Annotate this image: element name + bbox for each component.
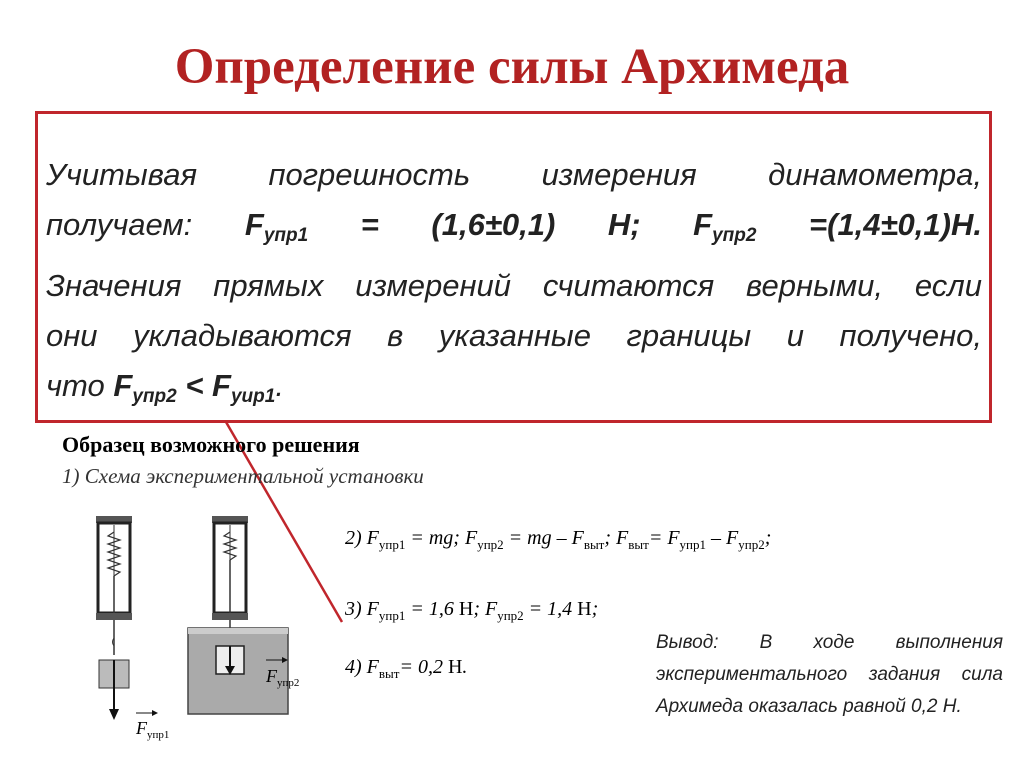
force-label-left: $F_{упр1}$ <box>136 718 170 741</box>
callout-text <box>46 150 982 422</box>
callout-line-5: что $F_{упр2} < F_{уир1}$. <box>46 368 284 407</box>
callout-line-1: Учитывая погрешность измерения динамометра, <box>46 157 982 192</box>
callout-line-4: они укладываются в указанные границы и получено, <box>46 318 982 353</box>
scheme-caption: 1) Схема экспериментальной установки <box>62 464 424 488</box>
force-label-right: $F_{упр2}$ <box>266 666 300 689</box>
equation-4: 4) $F_{выт}= 0,2$ Н. <box>345 656 468 681</box>
callout-line-2: получаем: $F_{упр1} = (1,6\pm 0,1)$ Н; $F_{упр2} =(1,4\pm 0,1)Н$. <box>46 207 982 246</box>
equation-2: 2) $F_{упр1}$ = mg; $F_{упр2}$ = mg – $F_{выт}$; $F_{выт}= F_{упр1} - F_{упр2}$; <box>345 527 772 552</box>
sample-heading: Образец возможного решения <box>62 432 360 457</box>
conclusion-text: Вывод: В ходе выполнения экспериментального задания сила Архимеда оказалась равной 0,2 Н. <box>656 632 1003 717</box>
slide-title: Определение силы Архимеда <box>174 39 850 95</box>
dynamometer-right <box>212 516 248 643</box>
callout-line-3: Значения прямых измерений считаются верными, если <box>46 268 982 303</box>
equation-3: 3) $F_{упр1} = 1,6$ Н; $F_{упр2} = 1,4$ Н; <box>345 598 599 623</box>
dynamometer-left <box>96 516 132 720</box>
experiment-diagram <box>80 510 340 755</box>
